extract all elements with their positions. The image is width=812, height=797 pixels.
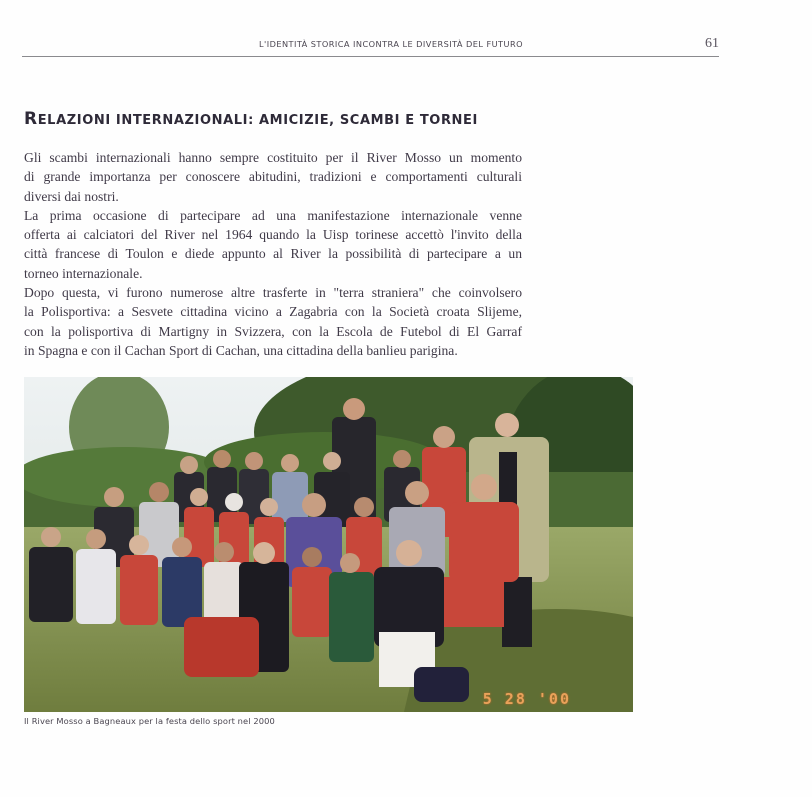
photo-caption: Il River Mosso a Bagneaux per la festa dello sport nel 2000 [24,716,275,726]
paragraph-3 [24,283,522,360]
title-first-word-rest: ELAZIONI [37,113,111,128]
text-line: diversi dai nostri. [24,188,119,204]
text-line: la Polisportiva: a Sesvete cittadina vicino a Zagabria con la Società croata Slijeme, [24,304,522,320]
text-line: città francese di Toulon e diede appunto al River la possibilità di partecipare a un [24,246,522,262]
text-line: Dopo questa, vi furono numerose altre trasferte in "terra straniera" che coinvolsero [24,285,522,301]
text-line: offerta ai calciatori del River nel 1964 quando la Uisp torinese accettò l'invito della [24,227,522,243]
text-line: Gli scambi internazionali hanno sempre costituito per il River Mosso un momento [24,150,522,165]
body-text [24,148,522,360]
sports-bag [414,667,469,702]
text-line: di grande importanza per conoscere abitudini, tradizioni e comportamenti culturali [24,169,522,185]
paragraph-2 [24,206,522,283]
date-stamp: 5 28 '00 [482,690,571,708]
text-line: in Spagna e con il Cachan Sport di Cachan, una cittadina della banlieu parigina. [24,342,458,358]
running-head [22,36,719,57]
text-line: con la polisportiva di Martigny in Svizzera, con la Escola de Futebol di El Garraf [24,323,522,339]
running-title: L'IDENTITÀ STORICA INCONTRA LE DIVERSITÀ DEL FUTURO [259,39,523,49]
text-line: La prima occasione di partecipare ad una manifestazione internazionale venne [24,207,522,223]
group-photo-illustration [24,377,633,712]
title-initial: R [24,109,38,129]
text-line: torneo internazionale. [24,265,143,281]
section-title [24,109,478,129]
page-number: 61 [705,36,719,51]
group-photo [24,377,633,712]
paragraph-1 [24,148,522,206]
title-rest: INTERNAZIONALI: AMICIZIE, SCAMBI E TORNEI [115,113,478,128]
sports-bag [184,617,259,677]
